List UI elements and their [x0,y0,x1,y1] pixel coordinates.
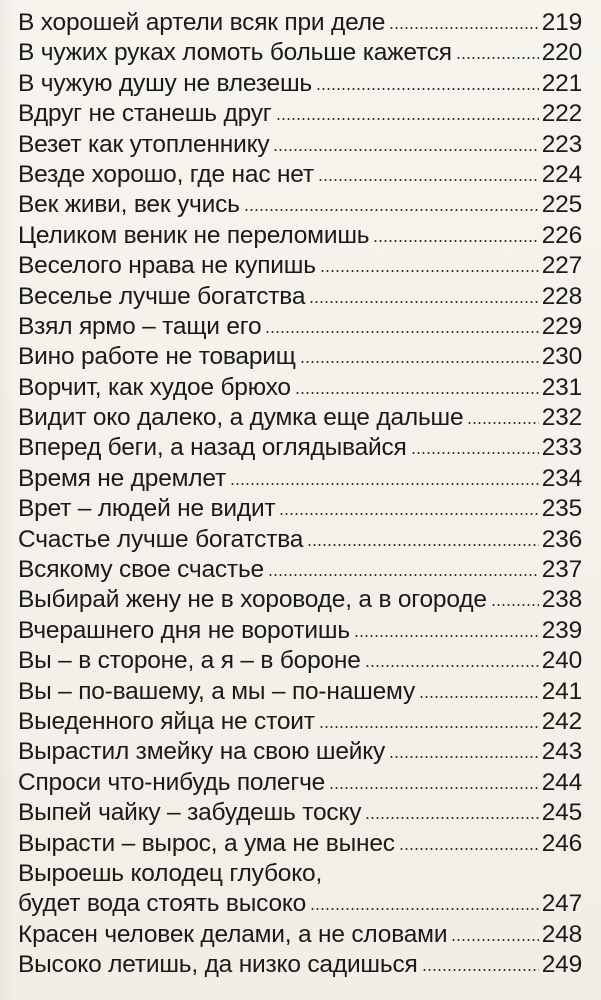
toc-entry [18,403,582,433]
entry-title: Всякому свое счастье [18,556,264,584]
entry-page-number: 239 [541,616,582,644]
entry-title: Веселье лучше богатства [18,282,306,310]
entry-page-number: 236 [541,525,582,553]
toc-entry [18,221,582,251]
entry-title: Вперед беги, а назад оглядывайся [18,434,407,462]
toc-entry [18,38,582,68]
toc-entry [18,282,582,312]
entry-title: В хорошей артели всяк при деле [18,9,386,36]
toc-entry [18,889,582,919]
toc-entry [18,433,582,463]
entry-title: Врет – людей не видит [18,495,276,523]
entry-title: будет вода стоять высоко [18,890,307,918]
dot-leader [279,513,538,515]
toc-entry [18,494,582,524]
toc-entry [18,464,582,494]
entry-page-number: 219 [541,9,582,36]
toc-entry [18,342,582,372]
entry-page-number: 225 [541,191,582,219]
toc-entry [18,677,582,707]
toc-entry [18,99,582,129]
toc-entry [18,69,582,99]
toc-entry [18,251,582,281]
dot-leader [309,301,538,303]
toc-entry [18,130,582,160]
dot-leader [273,149,538,151]
entry-title: Красен человек делами, а не словами [18,920,448,948]
entry-page-number: 249 [541,951,582,979]
entry-page-number: 247 [541,890,582,918]
entry-title: Вино работе не товарищ [18,343,296,371]
dot-leader [365,817,538,819]
entry-title: Выпей чайку – забудешь тоску [18,799,362,827]
dot-leader [354,635,539,637]
dot-leader [389,756,539,758]
entry-title: Видит око далеко, а думка еще дальше [18,404,464,432]
entry-title: В чужих руках ломоть больше кажется [18,39,452,67]
dot-leader [244,209,539,211]
dot-leader [373,240,538,242]
toc-entry [18,707,582,737]
entry-title: Целиком веник не переломишь [18,221,370,249]
entry-title: Веселого нрава не купишь [18,252,316,280]
entry-title: Вчерашнего дня не воротишь [18,616,350,644]
dot-leader [399,848,539,850]
toc-entry [18,555,582,585]
entry-page-number: 242 [541,707,582,735]
toc-entry-first-line: Выроешь колодец глубоко, [18,859,323,887]
dot-leader [295,392,539,394]
dot-leader [389,27,538,29]
entry-title: Счастье лучше богатства [18,525,304,553]
dot-leader [451,939,538,941]
entry-page-number: 237 [541,556,582,584]
entry-page-number: 224 [541,160,582,188]
dot-leader [422,969,539,971]
entry-title: Выеденного яйца не стоит [18,707,315,735]
entry-title: Везде хорошо, где нас нет [18,160,314,188]
entry-page-number: 230 [541,343,582,371]
entry-page-number: 248 [541,920,582,948]
dot-leader [319,726,539,728]
entry-title: Вырастил змейку на свою шейку [18,738,386,766]
dot-leader [268,574,539,576]
entry-page-number: 241 [541,677,582,705]
dot-leader [276,118,539,120]
entry-page-number: 244 [541,768,582,796]
entry-page-number: 231 [541,373,582,401]
entry-page-number: 226 [541,221,582,249]
entry-title: Век живи, век учись [18,191,240,219]
dot-leader [467,422,538,424]
dot-leader [329,787,539,789]
dot-leader [411,452,539,454]
entry-page-number: 223 [541,130,582,158]
toc-entry [18,373,582,403]
dot-leader [307,544,539,546]
entry-page-number: 240 [541,647,582,675]
entry-page-number: 235 [541,495,582,523]
toc-entry [18,160,582,190]
entry-title: Вдруг не станешь друг [18,100,272,128]
toc-entry [18,920,582,950]
toc-entry [18,768,582,798]
entry-title: Везет как утопленнику [18,130,270,158]
entry-title: Взял ярмо – тащи его [18,312,262,340]
entry-title: Выбирай жену не в хороводе, а в огороде [18,586,487,614]
entry-page-number: 246 [541,829,582,857]
toc-entry [18,8,582,38]
dot-leader [456,57,539,59]
toc-entry [18,798,582,828]
entry-title: Время не дремлет [18,464,226,492]
toc-entry [18,525,582,555]
entry-page-number: 222 [541,100,582,128]
toc-entry [18,616,582,646]
entry-title: В чужую душу не влезешь [18,69,312,97]
dot-leader [320,270,539,272]
dot-leader [316,88,539,90]
entry-page-number: 221 [541,69,582,97]
dot-leader [230,483,539,485]
entry-page-number: 228 [541,282,582,310]
entry-title: Высоко летишь, да низко садишься [18,951,418,979]
entry-page-number: 233 [541,434,582,462]
toc-entry [18,190,582,220]
entry-title: Ворчит, как худое брюхо [18,373,291,401]
toc-entry [18,829,582,859]
table-of-contents [18,8,582,981]
toc-entry [18,585,582,615]
dot-leader [310,908,539,910]
toc-entry [18,950,582,980]
toc-entry [18,737,582,767]
entry-page-number: 220 [541,39,582,67]
entry-title: Вырасти – вырос, а ума не вынес [18,829,395,857]
dot-leader [419,696,539,698]
dot-leader [491,604,539,606]
entry-title: Вы – в стороне, а я – в бороне [18,647,361,675]
entry-page-number: 227 [541,252,582,280]
entry-page-number: 243 [541,738,582,766]
entry-page-number: 238 [541,586,582,614]
entry-page-number: 234 [541,464,582,492]
entry-page-number: 232 [541,404,582,432]
dot-leader [365,665,539,667]
entry-page-number: 229 [541,312,582,340]
dot-leader [265,331,538,333]
dot-leader [318,179,539,181]
toc-entry [18,312,582,342]
toc-entry [18,646,582,676]
dot-leader [300,361,539,363]
entry-page-number: 245 [541,799,582,827]
entry-title: Спроси что-нибудь полегче [18,768,326,796]
entry-title: Вы – по-вашему, а мы – по-нашему [18,677,416,705]
